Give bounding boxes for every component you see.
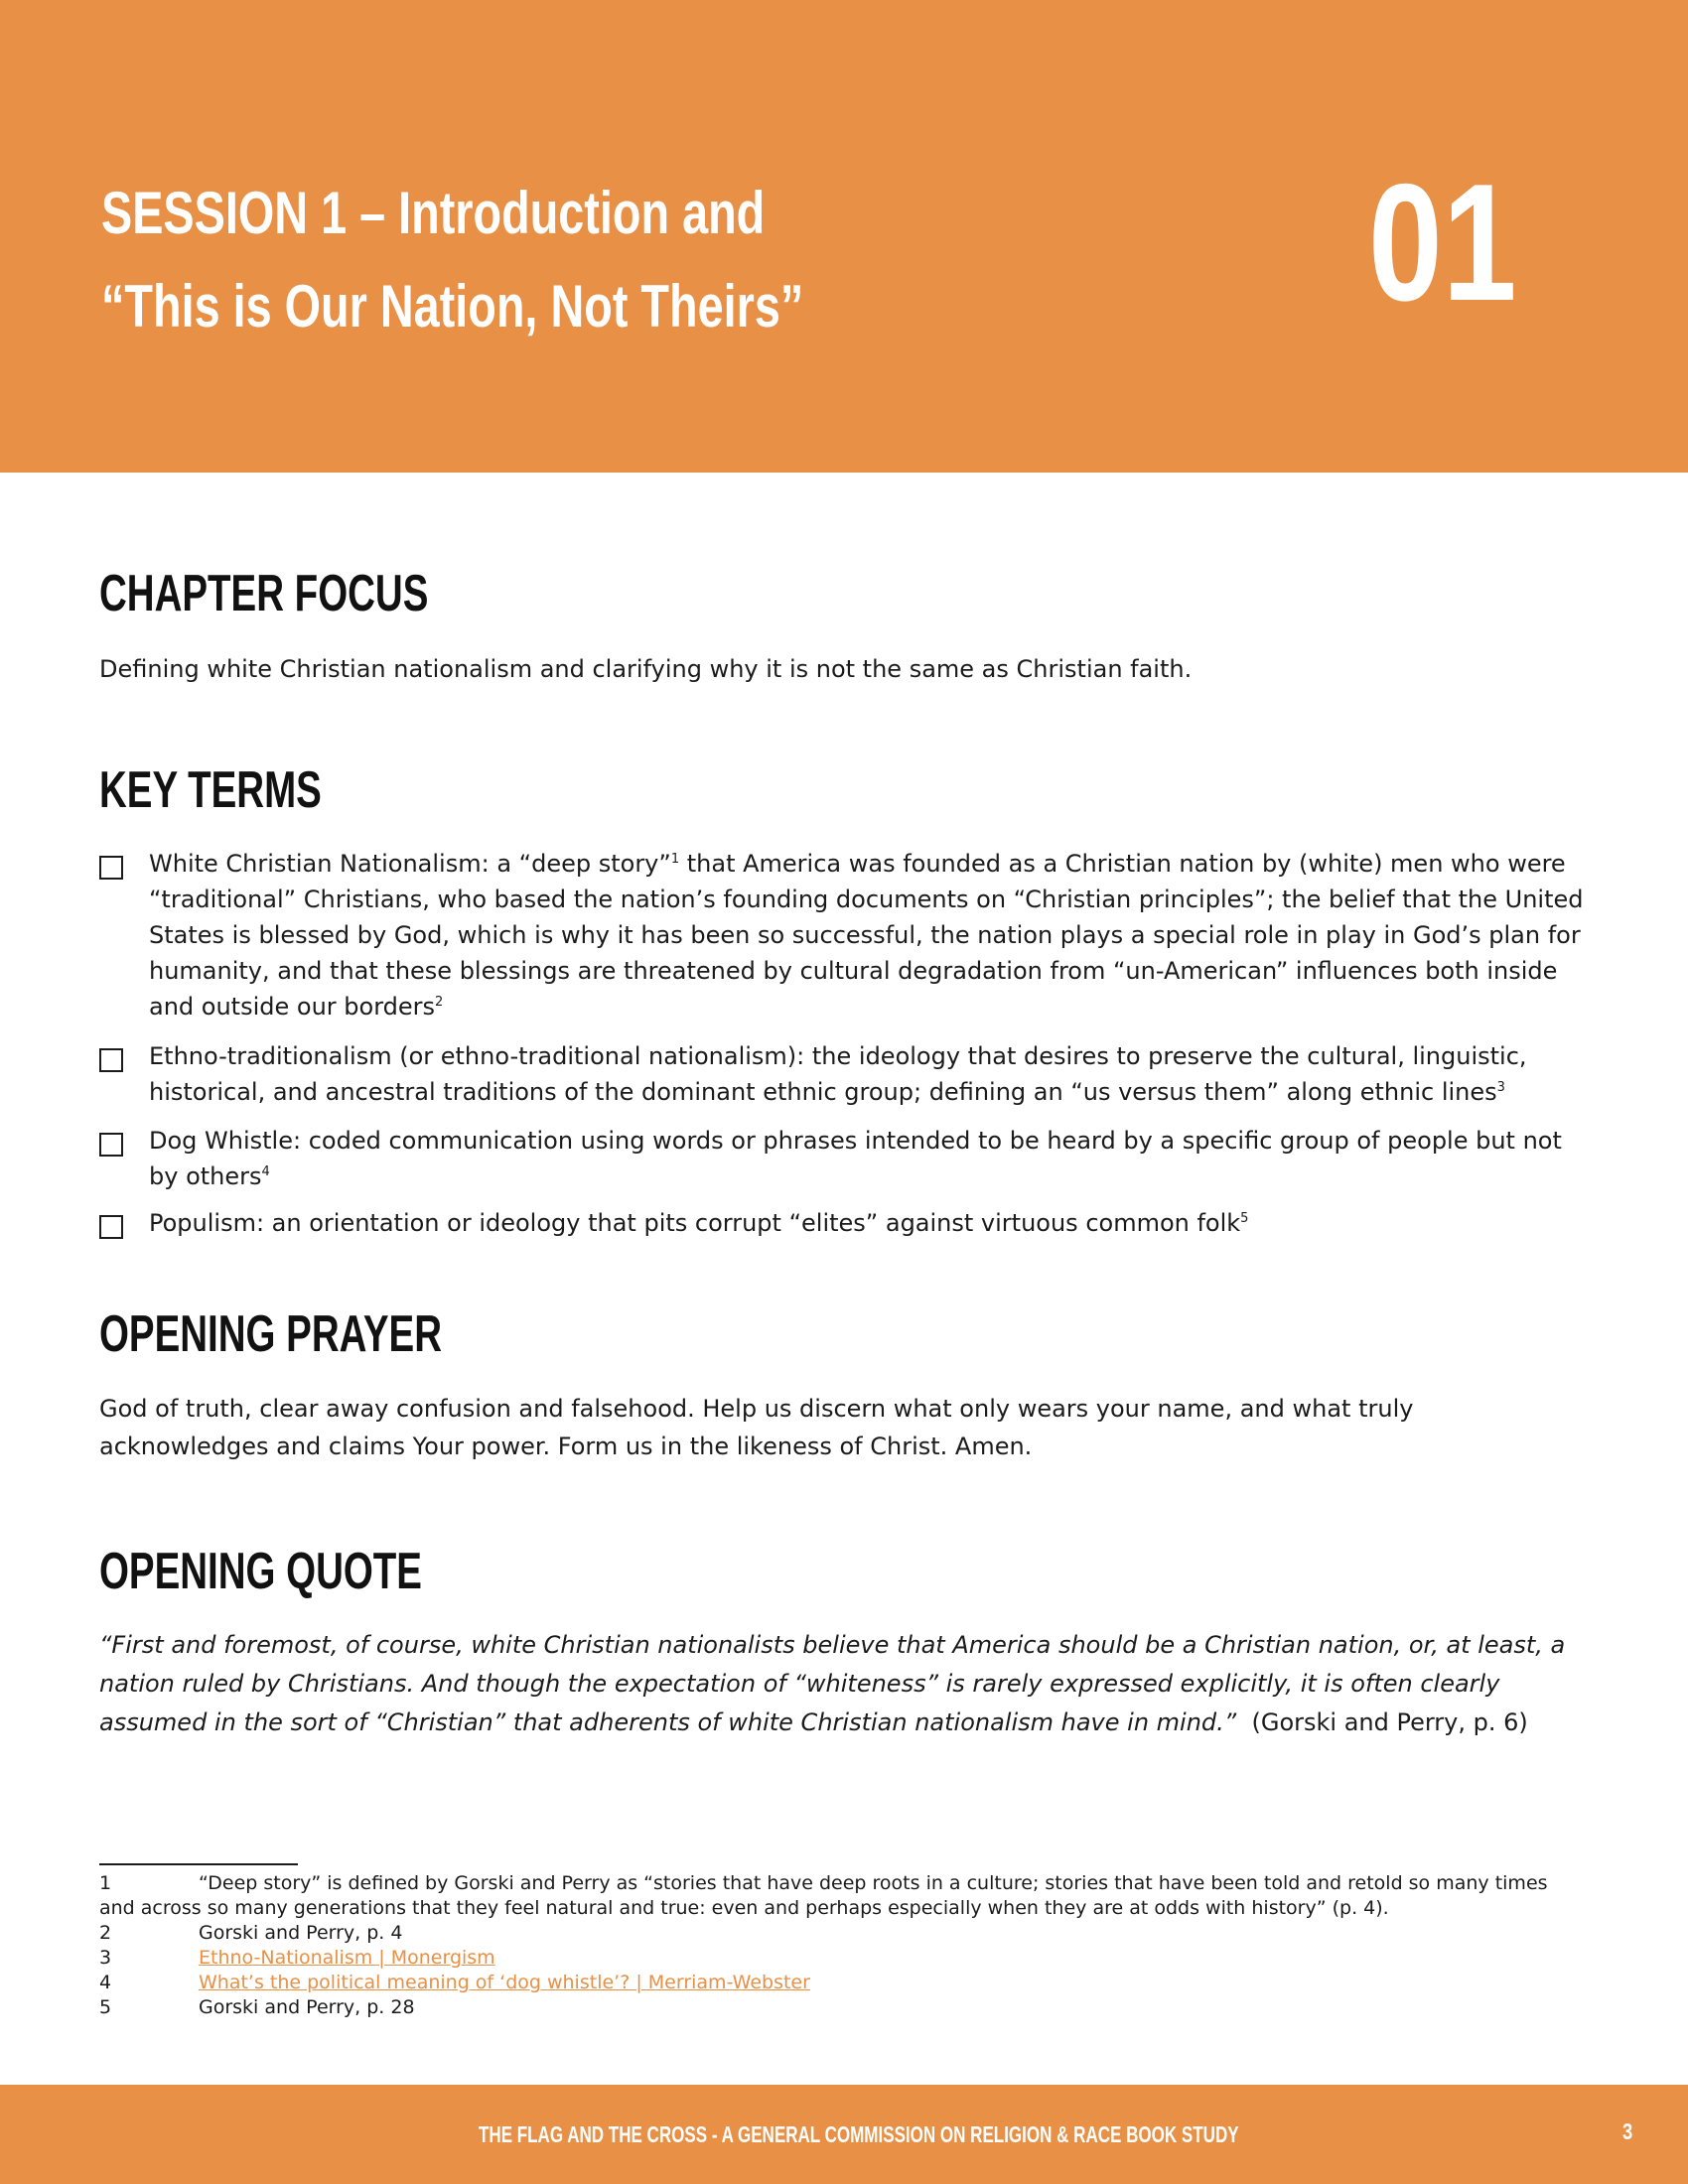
- key-term-checkbox[interactable]: [99, 1133, 123, 1157]
- session-title-line1: SESSION 1 – Introduction and: [101, 180, 766, 246]
- opening-prayer-heading: OPENING PRAYER: [99, 1305, 442, 1363]
- chapter-focus-heading: CHAPTER FOCUS: [99, 565, 429, 622]
- footnote-3: 3 Ethno-Nationalism | Monergism: [99, 1947, 495, 1969]
- footnote-link-merriam-webster[interactable]: What’s the political meaning of ‘dog whistle’? | Merriam-Webster: [199, 1972, 810, 1993]
- key-term-text: Dog Whistle: coded communication using words or phrases intended to be heard by a specific group of people but not by others$^4$: [149, 1127, 1562, 1190]
- footnote-1: 1 “Deep story” is defined by Gorski and Perry as “stories that have deep roots in a culture; stories that have been told and retold so many times and across so many generations that they feel natural and true: even and perhaps especially when they are at odds with history” (p. 4).: [99, 1872, 1548, 1919]
- session-number: 01: [1368, 149, 1517, 336]
- quote-citation: (Gorski and Perry, p. 6): [1251, 1708, 1528, 1736]
- opening-quote-heading: OPENING QUOTE: [99, 1543, 422, 1600]
- key-term-checkbox[interactable]: [99, 1215, 123, 1239]
- key-terms-heading: KEY TERMS: [99, 761, 322, 819]
- footnote-link-monergism[interactable]: Ethno-Nationalism | Monergism: [199, 1947, 495, 1969]
- opening-quote-text: [99, 1626, 1589, 1742]
- footer-title: THE FLAG AND THE CROSS - A GENERAL COMMISSION ON RELIGION & RACE BOOK STUDY: [479, 2121, 1239, 2147]
- footnote-4: 4 What’s the political meaning of ‘dog whistle’? | Merriam-Webster: [99, 1972, 810, 1993]
- session-title-line2: “This is Our Nation, Not Theirs”: [101, 273, 804, 340]
- chapter-focus-text: Defining white Christian nationalism and clarifying why it is not the same as Christian faith.: [99, 655, 1193, 683]
- key-term-text: Populism: an orientation or ideology that pits corrupt “elites” against virtuous common folk$^5$: [149, 1209, 1249, 1237]
- opening-prayer-text: God of truth, clear away confusion and falsehood. Help us discern what only wears your name, and what truly acknowledges and claims Your power. Form us in the likeness of Christ. Amen.: [99, 1395, 1414, 1460]
- key-term-text: White Christian Nationalism: a “deep story”$^1$ that America was founded as a Christian nation by (white) men who were “traditional” Christians, who based the nation’s founding documents on “Christian principles”; the belief that the United States is blessed by God, which is why it has been so successful, the nation plays a special role in play in God’s plan for humanity, and that these blessings are threatened by cultural degradation from “un-American” influences both inside and outside our borders$^2$: [149, 850, 1584, 1021]
- key-term-checkbox[interactable]: [99, 1048, 123, 1072]
- quote-body: “First and foremost, of course, white Christian nationalists believe that America should be a Christian nation, or, at least, a nation ruled by Christians. And though the expectation of “whiteness” is rarely expressed explicitly, it is often clearly assumed in the sort of “Christian” that adherents of white Christian nationalism have in mind.”: [99, 1631, 1566, 1736]
- page-number: 3: [1622, 2118, 1633, 2144]
- key-term-checkbox[interactable]: [99, 856, 123, 880]
- key-term-text: Ethno-traditionalism (or ethno-traditional nationalism): the ideology that desires to preserve the cultural, linguistic, historical, and ancestral traditions of the dominant ethnic group; defining an “us versus them” along ethnic lines$^3$: [149, 1042, 1527, 1106]
- footnote-5: 5 Gorski and Perry, p. 28: [99, 1996, 415, 2018]
- footnote-divider: [99, 1863, 298, 1865]
- footnote-2: 2 Gorski and Perry, p. 4: [99, 1922, 403, 1944]
